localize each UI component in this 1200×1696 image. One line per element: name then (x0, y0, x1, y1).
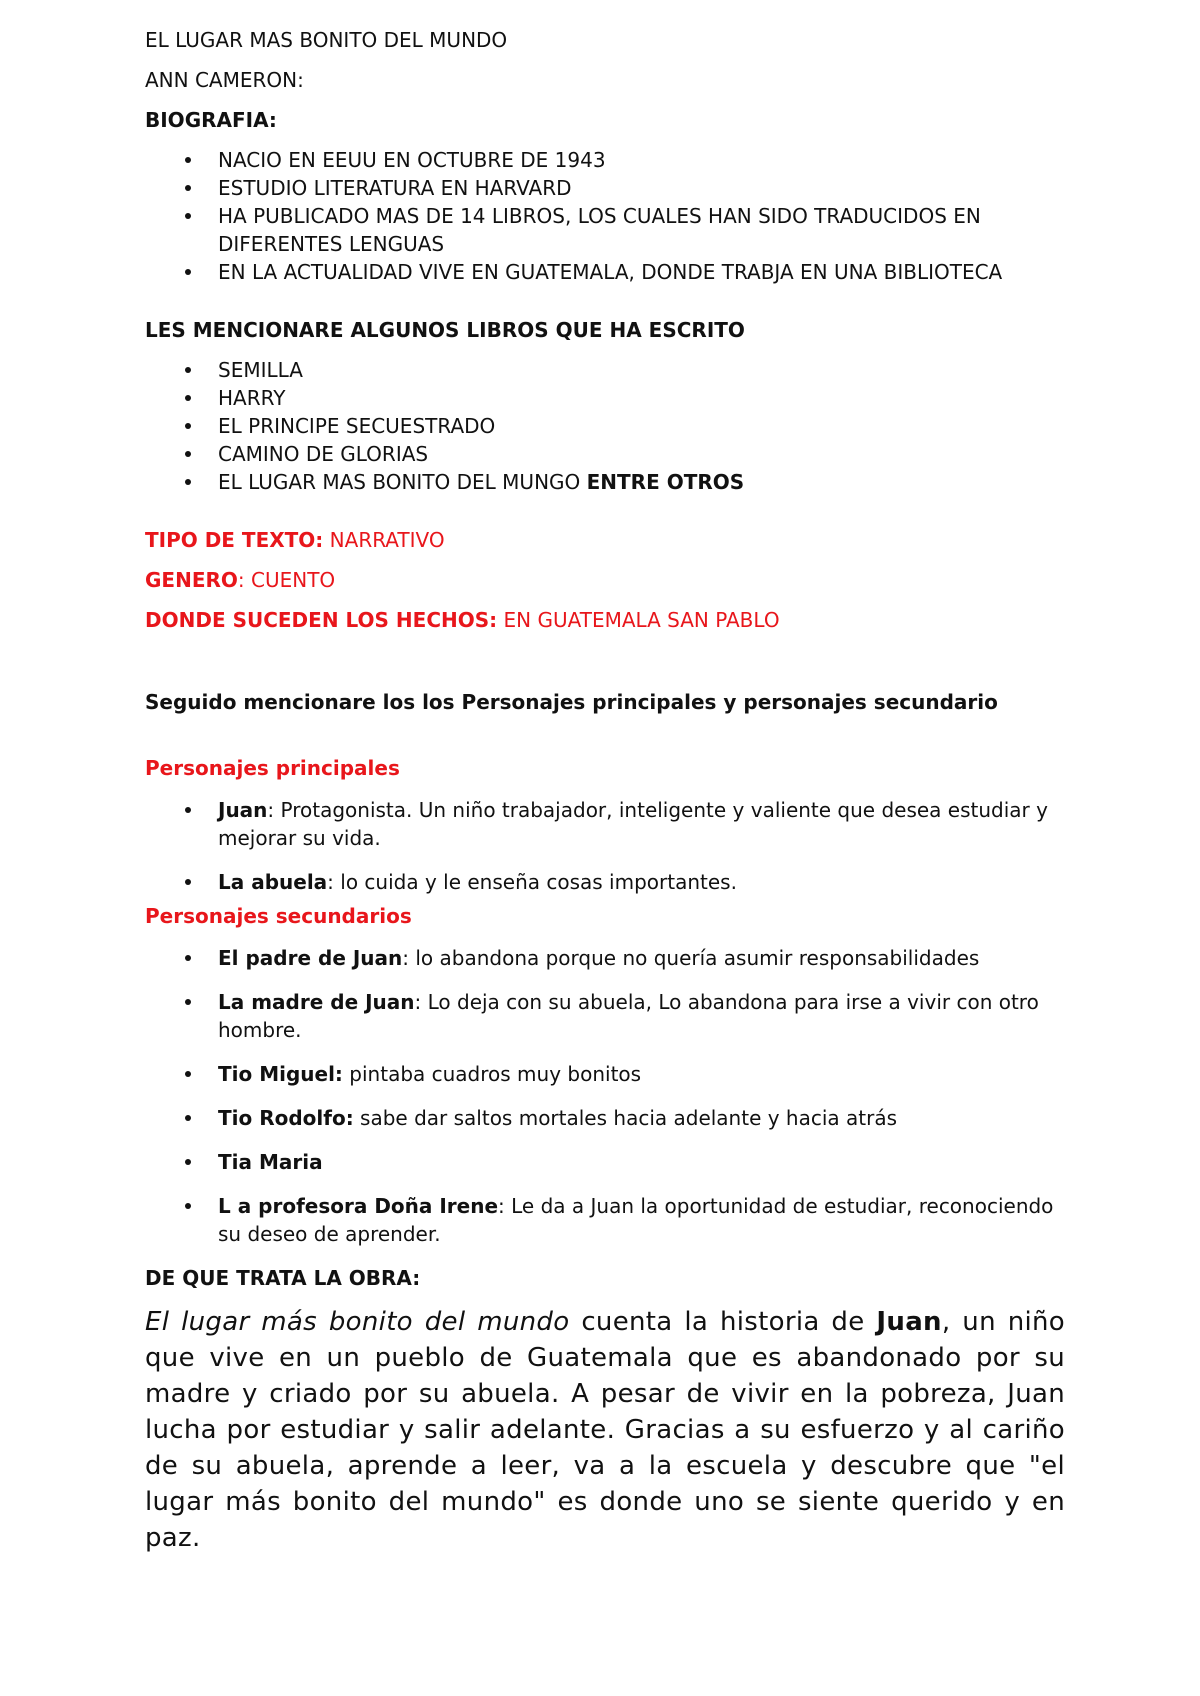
summary-protagonist: Juan (876, 1307, 942, 1337)
list-item: ESTUDIO LITERATURA EN HARVARD (145, 174, 1065, 202)
list-item (145, 796, 1065, 852)
setting-label: DONDE SUCEDEN LOS HECHOS: (145, 608, 498, 632)
main-characters-heading: Personajes principales (145, 756, 400, 780)
character-name: Tia Maria (218, 1150, 323, 1174)
setting-value: EN GUATEMALA SAN PABLO (503, 608, 780, 632)
list-item (145, 868, 1065, 896)
list-item: NACIO EN EEUU EN OCTUBRE DE 1943 (145, 146, 1065, 174)
text-type-line (145, 526, 1065, 554)
character-desc: : lo abandona porque no quería asumir responsabilidades (402, 946, 980, 970)
characters-intro: Seguido mencionare los los Personajes principales y personajes secundario (145, 690, 998, 714)
character-desc: pintaba cuadros muy bonitos (342, 1062, 642, 1086)
character-desc: : lo cuida y le enseña cosas importantes. (327, 870, 737, 894)
summary-text: cuenta la historia de (569, 1307, 877, 1337)
books-suffix: ENTRE OTROS (586, 470, 745, 494)
genre-value: : CUENTO (237, 568, 336, 592)
genre-line (145, 566, 1065, 594)
setting-line (145, 606, 1065, 634)
list-item: CAMINO DE GLORIAS (145, 440, 1065, 468)
list-item: HA PUBLICADO MAS DE 14 LIBROS, LOS CUALES HAN SIDO TRADUCIDOS EN DIFERENTES LENGUAS (145, 202, 1065, 258)
document-title: EL LUGAR MAS BONITO DEL MUNDO (145, 28, 508, 52)
character-desc: sabe dar saltos mortales hacia adelante y hacia atrás (353, 1106, 898, 1130)
book-title: EL LUGAR MAS BONITO DEL MUNGO (218, 470, 581, 494)
list-item (145, 1060, 1065, 1088)
list-item: EL PRINCIPE SECUESTRADO (145, 412, 1065, 440)
biography-heading: BIOGRAFIA: (145, 108, 277, 132)
character-name: La madre de Juan (218, 990, 415, 1014)
list-item: SEMILLA (145, 356, 1065, 384)
list-item (145, 468, 1065, 496)
main-characters-list (145, 796, 1065, 912)
character-name: Juan (218, 798, 268, 822)
character-desc: : Lo deja con su abuela, Lo abandona para irse a vivir con otro hombre. (218, 990, 1039, 1042)
character-name: El padre de Juan (218, 946, 403, 970)
secondary-characters-list (145, 944, 1065, 1264)
character-desc: : Protagonista. Un niño trabajador, inteligente y valiente que desea estudiar y mejorar su vida. (218, 798, 1048, 850)
list-item: EN LA ACTUALIDAD VIVE EN GUATEMALA, DONDE TRABJA EN UNA BIBLIOTECA (145, 258, 1065, 286)
list-item (145, 988, 1065, 1044)
biography-list (145, 146, 1065, 286)
character-name: Tio Rodolfo: (218, 1106, 354, 1130)
list-item (145, 1192, 1065, 1248)
genre-label: GENERO (145, 568, 238, 592)
list-item: HARRY (145, 384, 1065, 412)
books-heading: LES MENCIONARE ALGUNOS LIBROS QUE HA ESCRITO (145, 318, 745, 342)
list-item (145, 1104, 1065, 1132)
text-type-value: NARRATIVO (329, 528, 445, 552)
character-desc: : Le da a Juan la oportunidad de estudiar, reconociendo su deseo de aprender. (218, 1194, 1054, 1246)
text-type-label: TIPO DE TEXTO: (145, 528, 324, 552)
list-item (145, 944, 1065, 972)
character-name: La abuela (218, 870, 328, 894)
summary-heading: DE QUE TRATA LA OBRA: (145, 1266, 421, 1290)
character-name: L a profesora Doña Irene (218, 1194, 499, 1218)
summary-text: , un niño que vive en un pueblo de Guatemala que es abandonado por su madre y criado por su abuela. A pesar de vivir en la pobreza, Juan lucha por estudiar y salir adelante. Gracias a su esfuerzo y al cariño de su abuela, aprende a leer, va a la escuela y descubre que "el lugar más bonito del mundo" es donde uno se siente querido y en paz. (145, 1307, 1065, 1553)
summary-paragraph (145, 1304, 1065, 1556)
author-name: ANN CAMERON: (145, 68, 304, 92)
secondary-characters-heading: Personajes secundarios (145, 904, 412, 928)
list-item (145, 1148, 1065, 1176)
summary-book-title: El lugar más bonito del mundo (145, 1307, 570, 1337)
books-list (145, 356, 1065, 496)
character-name: Tio Miguel: (218, 1062, 343, 1086)
